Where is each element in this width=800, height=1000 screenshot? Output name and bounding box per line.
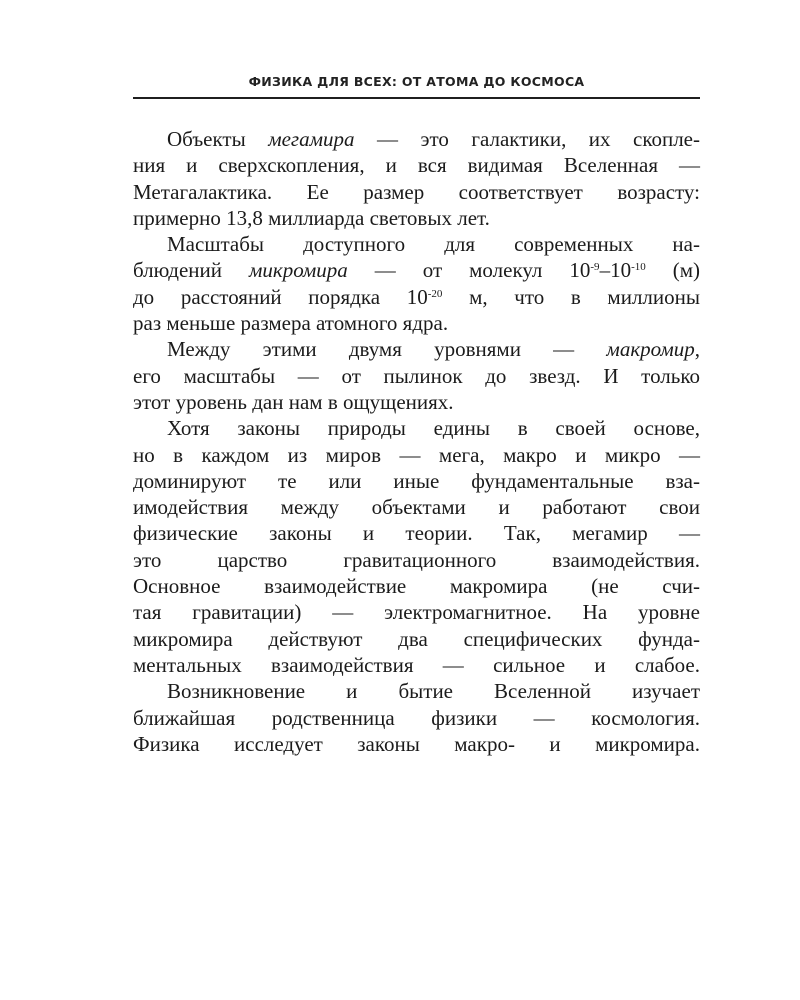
text-line: ния и сверхскопления, и вся видимая Вселенная — xyxy=(133,153,700,178)
text-line: ментальных взаимодействия — сильное и слабое. xyxy=(133,652,700,677)
header-rule xyxy=(133,97,700,99)
text-line: Физика исследует законы макро- и микромира. xyxy=(133,731,700,756)
text-line: Возникновение и бытие Вселенной изучает xyxy=(167,679,700,704)
exponent: -9 xyxy=(590,261,600,274)
text-line: физические законы и теории. Так, мегамир — xyxy=(133,521,700,546)
text-line: ближайшая родственница физики — космология. xyxy=(133,705,700,730)
text-line: Между этими двумя уровнями — макромир, xyxy=(167,337,700,362)
text-line: Основное взаимодействие макромира (не счи- xyxy=(133,574,700,599)
text-line: блюдений микромира — от молекул $10^{-9}-10^{-10}$ (м) xyxy=(133,258,700,283)
text-line: тая гравитации) — электромагнитное. На уровне xyxy=(133,600,700,625)
text-line: имодействия между объектами и работают свои xyxy=(133,495,700,520)
text-line: но в каждом из миров — мега, макро и микро — xyxy=(133,442,700,467)
body-text xyxy=(133,126,700,757)
text-line: Масштабы доступного для современных на- xyxy=(167,232,700,257)
text-line: доминируют те или иные фундаментальные вза- xyxy=(133,468,700,493)
text-line: микромира действуют два специфических фунда- xyxy=(133,626,700,651)
italic-term: мегамира xyxy=(268,127,355,151)
text-line: Объекты мегамира — это галактики, их скопле- xyxy=(167,127,700,151)
italic-term: микромира xyxy=(248,258,348,283)
exponent: -20 xyxy=(427,287,443,300)
text-line: Хотя законы природы едины в своей основе, xyxy=(167,416,700,441)
text-line: раз меньше размера атомного ядра. xyxy=(133,311,449,336)
text-line: до расстояний порядка $10^{-20}$ м, что в миллионы xyxy=(133,284,700,309)
text-line: это царство гравитационного взаимодействия. xyxy=(133,547,700,572)
text-line: этот уровень дан нам в ощущениях. xyxy=(133,389,454,414)
italic-term: макромир xyxy=(606,337,695,362)
exponent: -10 xyxy=(631,261,646,274)
text-line: примерно 13,8 миллиарда световых лет. xyxy=(133,205,490,230)
running-header: ФИЗИКА ДЛЯ ВСЕХ: ОТ АТОМА ДО КОСМОСА xyxy=(248,74,585,89)
text-line: Метагалактика. Ее размер соответствует возрасту: xyxy=(133,179,700,204)
text-line: его масштабы — от пылинок до звезд. И только xyxy=(133,363,700,388)
